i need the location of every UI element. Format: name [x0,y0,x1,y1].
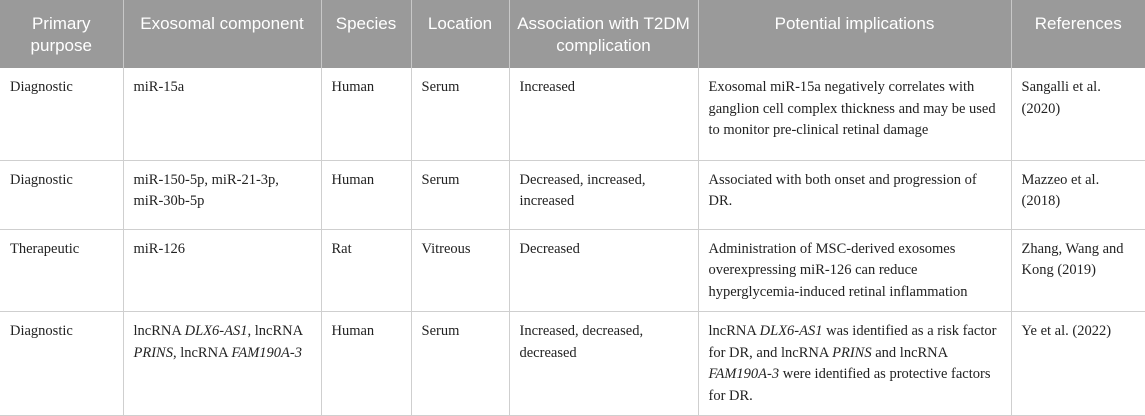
table-body [0,68,1145,416]
gene-name: DLX6-AS1 [759,323,823,339]
table-row [0,68,1145,160]
table-row [0,229,1145,312]
cell-location: Serum [411,312,509,416]
cell-implications: Administration of MSC-derived exosomes overexpressing miR-126 can reduce hyperglycemia-induced retinal inflammation [698,229,1011,312]
cell-component: miR-126 [123,229,321,312]
cell-association: Decreased [509,229,698,312]
table-header [0,0,1145,68]
cell-purpose: Diagnostic [0,68,123,160]
cell-association: Increased [509,68,698,160]
header-primary-purpose: Primary purpose [0,0,123,68]
cell-purpose: Diagnostic [0,160,123,229]
header-references: References [1011,0,1145,68]
gene-name: FAM190A-3 [231,344,302,361]
cell-component: miR-150-5p, miR-21-3p, miR-30b-5p [123,160,321,229]
table-row [0,160,1145,229]
header-row [0,0,1145,68]
cell-species: Human [321,160,411,229]
cell-purpose: Therapeutic [0,229,123,312]
table-row [0,312,1145,416]
gene-name: PRINS [133,344,173,361]
header-potential-implications: Potential implications [698,0,1011,68]
cell-implications: Exosomal miR-15a negatively correlates with ganglion cell complex thickness and may be used to monitor pre-clinical retinal damage [698,68,1011,160]
cell-association: Decreased, increased, increased [509,160,698,229]
gene-name: PRINS [832,344,872,361]
header-exosomal-component: Exosomal component [123,0,321,68]
header-association: Association with T2DM complication [509,0,698,68]
component-text: lncRNA [133,323,185,339]
cell-species: Human [321,68,411,160]
header-location: Location [411,0,509,68]
implications-text: was identified as a risk factor for DR, and lncRNA [708,323,997,361]
cell-component: miR-15a [123,68,321,160]
cell-association: Increased, decreased, decreased [509,312,698,416]
cell-component [123,312,321,416]
component-text: , lncRNA [172,344,232,361]
cell-location: Vitreous [411,229,509,312]
cell-reference: Zhang, Wang and Kong (2019) [1011,229,1145,312]
cell-location: Serum [411,160,509,229]
implications-text: lncRNA [708,323,760,339]
implications-text: and lncRNA [871,344,948,361]
gene-name: DLX6-AS1 [184,323,248,339]
cell-location: Serum [411,68,509,160]
cell-implications [698,312,1011,416]
cell-implications: Associated with both onset and progression of DR. [698,160,1011,229]
cell-species: Human [321,312,411,416]
gene-name: FAM190A-3 [708,366,780,382]
cell-reference: Sangalli et al. (2020) [1011,68,1145,160]
cell-reference: Mazzeo et al. (2018) [1011,160,1145,229]
header-species: Species [321,0,411,68]
component-text: , lncRNA [247,323,303,339]
cell-species: Rat [321,229,411,312]
implications-text: were identified as protective factors for DR. [708,366,991,404]
cell-reference: Ye et al. (2022) [1011,312,1145,416]
cell-purpose: Diagnostic [0,312,123,416]
